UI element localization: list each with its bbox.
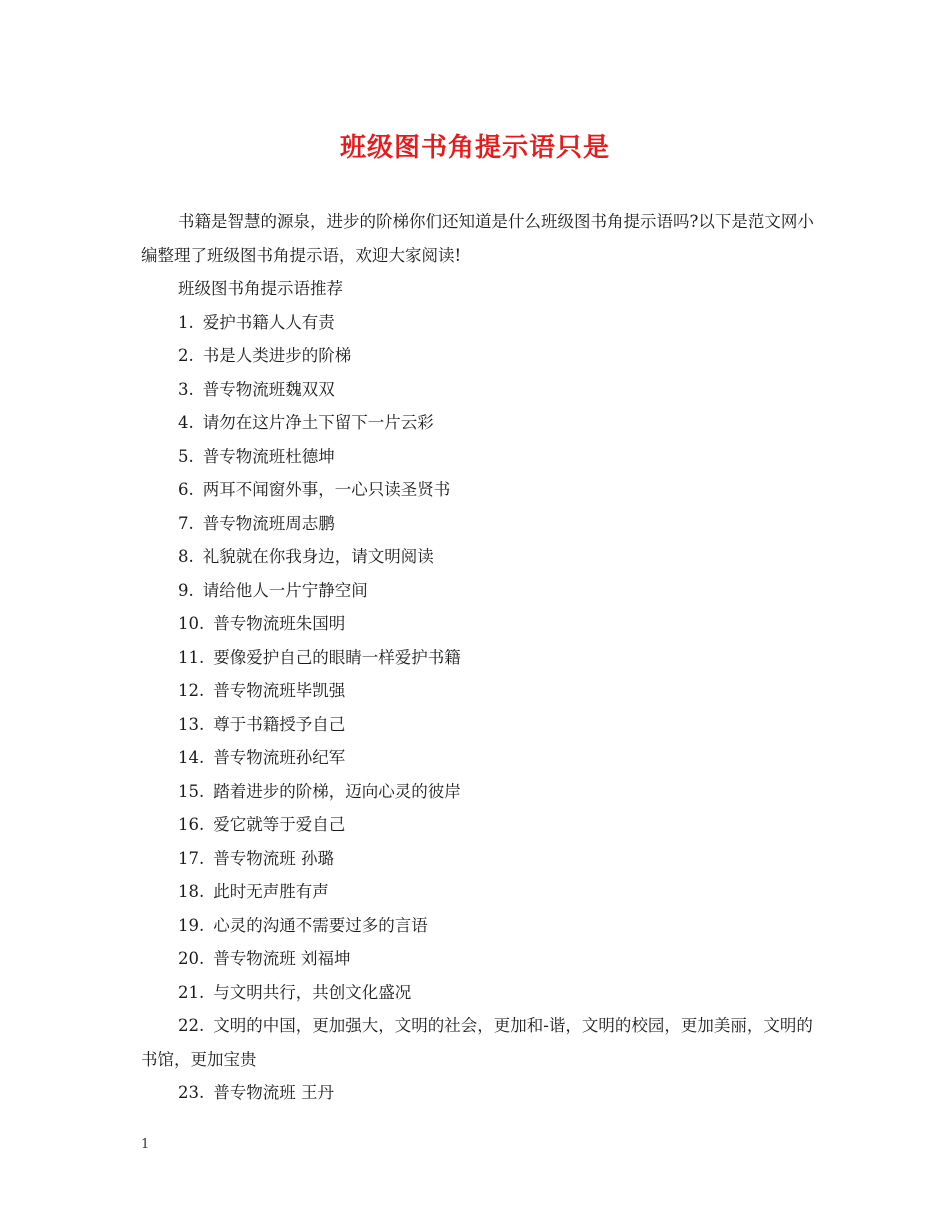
list-item-text: 此时无声胜有声 (213, 882, 329, 901)
list-item-number: 1. (178, 312, 194, 332)
list-item (141, 406, 817, 440)
list-item-text: 与文明共行，共创文化盛况 (213, 982, 412, 1002)
list-item-text: 普专物流班朱国明 (213, 614, 346, 633)
list-item-text: 请给他人一片宁静空间 (202, 580, 368, 600)
list-item-number: 6. (178, 480, 194, 499)
list-item (141, 574, 817, 608)
list-item-number: 13. (178, 714, 205, 734)
list-item (141, 440, 817, 474)
list-item-text: 普专物流班 王丹 (213, 1083, 334, 1102)
list-item (141, 306, 817, 340)
list-item-number: 3. (178, 379, 194, 399)
document-title: 班级图书角提示语只是 (339, 133, 610, 163)
list-item-text: 普专物流班 刘福坤 (213, 949, 351, 968)
list-item-text: 普专物流班 孙璐 (213, 848, 334, 868)
list-item-number: 9. (178, 580, 194, 600)
list-item-number: 10. (178, 614, 205, 633)
list-item (141, 842, 817, 876)
list-item-number: 2. (178, 346, 194, 365)
list-item (141, 674, 817, 708)
list-item (141, 641, 817, 675)
list-item-text: 爱护书籍人人有责 (202, 312, 335, 332)
list-item-number: 19. (178, 915, 205, 935)
document-body (141, 205, 817, 1110)
list-item-text: 两耳不闻窗外事，一心只读圣贤书 (202, 480, 451, 499)
list-item-number: 16. (178, 815, 205, 834)
list-item-text: 尊于书籍授予自己 (213, 714, 346, 734)
list-item-text: 普专物流班毕凯强 (213, 681, 346, 700)
list-item (141, 976, 817, 1010)
list-item-number: 4. (178, 413, 194, 432)
list-item-text: 普专物流班杜德坤 (202, 446, 335, 466)
list-item-number: 21. (178, 982, 205, 1002)
list-item (141, 373, 817, 407)
list-item-number: 8. (178, 547, 194, 566)
list-item-text: 要像爱护自己的眼睛一样爱护书籍 (213, 647, 461, 667)
list-item-number: 22. (178, 1016, 205, 1035)
list-item-number: 5. (178, 446, 194, 466)
list-item (141, 473, 817, 507)
list-item-number: 14. (178, 748, 205, 767)
list-item (141, 942, 817, 976)
list-item-text: 文明的中国，更加强大，文明的社会，更加和-谐，文明的校园，更加美丽，文明的书馆，更加宝贵 (141, 1016, 813, 1069)
list-item-number: 15. (178, 781, 205, 801)
list-item-text: 请勿在这片净土下留下一片云彩 (202, 413, 434, 432)
list-item-text: 心灵的沟通不需要过多的言语 (213, 915, 428, 935)
list-item (141, 808, 817, 842)
list-item-text: 普专物流班魏双双 (202, 379, 335, 399)
page-number: 1 (141, 1137, 150, 1152)
list-item-number: 18. (178, 882, 205, 901)
list-item (141, 708, 817, 742)
list-item-number: 17. (178, 848, 205, 868)
list-item-number: 7. (178, 513, 194, 533)
list-item (141, 1009, 817, 1076)
list-item (141, 607, 817, 641)
list-item (141, 741, 817, 775)
list-item (141, 507, 817, 541)
list-item (141, 875, 817, 909)
list-item-number: 20. (178, 949, 205, 968)
list-item (141, 909, 817, 943)
tips-list (141, 306, 817, 1110)
list-item-text: 普专物流班周志鹏 (202, 513, 335, 533)
section-heading: 班级图书角提示语推荐 (178, 279, 343, 298)
list-item-text: 踏着进步的阶梯，迈向心灵的彼岸 (213, 781, 461, 801)
list-item (141, 775, 817, 809)
list-item-number: 12. (178, 681, 205, 700)
list-item-text: 礼貌就在你我身边，请文明阅读 (202, 547, 434, 566)
list-item-text: 书是人类进步的阶梯 (202, 346, 352, 365)
list-item (141, 540, 817, 574)
list-item-number: 23. (178, 1083, 205, 1102)
list-item (141, 1076, 817, 1110)
intro-paragraph: 书籍是智慧的源泉，进步的阶梯你们还知道是什么班级图书角提示语吗?以下是范文网小编整理了班级图书角提示语，欢迎大家阅读! (141, 212, 814, 265)
list-item-text: 爱它就等于爱自己 (213, 815, 346, 834)
list-item-text: 普专物流班孙纪军 (213, 748, 346, 767)
list-item (141, 339, 817, 373)
list-item-number: 11. (178, 647, 205, 667)
